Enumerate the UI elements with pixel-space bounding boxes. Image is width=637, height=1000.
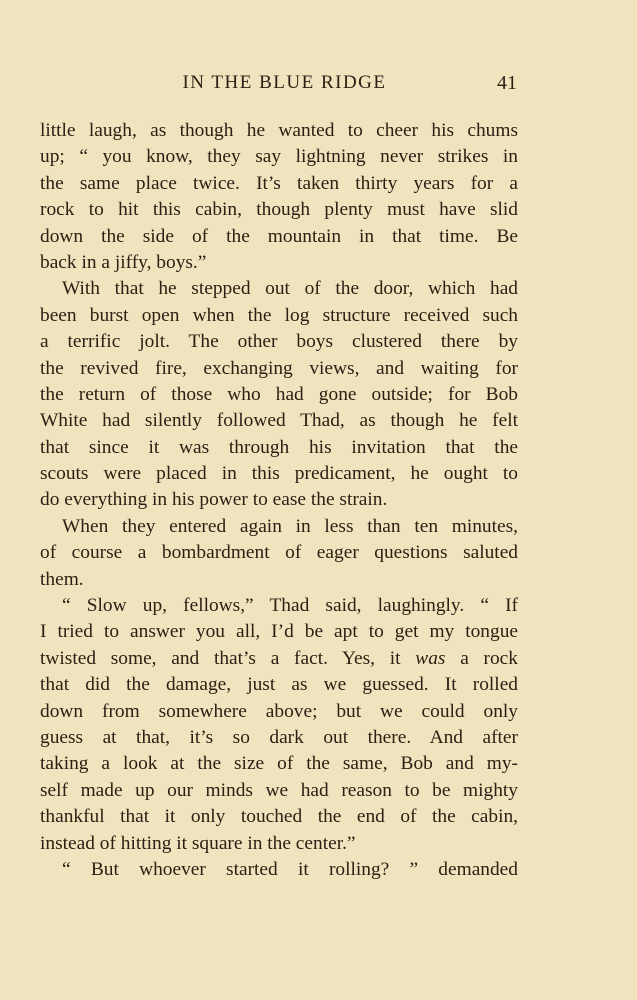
page-number: 41 (497, 72, 517, 94)
text-line: rock to hit this cabin, though plenty must have slid (40, 199, 518, 221)
text-line: White had silently followed Thad, as though he felt (40, 410, 518, 432)
text-line: guess at that, it’s so dark out there. And after (40, 726, 518, 748)
page-body (40, 118, 518, 883)
text-line: back in a jiffy, boys.” (40, 251, 207, 273)
text-line: instead of hitting it square in the center.” (40, 832, 356, 854)
text-line: up; “ you know, they say lightning never strikes in (40, 146, 518, 168)
text-line: that since it was through his invitation that the (40, 436, 518, 458)
text-line: that did the damage, just as we guessed. It rolled (40, 674, 518, 696)
text-line: self made up our minds we had reason to be mighty (40, 779, 518, 801)
text-line: taking a look at the size of the same, Bob and my- (40, 753, 518, 775)
text-line: the same place twice. It’s taken thirty years for a (40, 172, 518, 194)
text-line: the revived fire, exchanging views, and waiting for (40, 357, 518, 379)
text-line: scouts were placed in this predicament, he ought to (40, 463, 518, 485)
italic-word: was (415, 647, 446, 669)
text-line: of course a bombardment of eager questions saluted (40, 542, 518, 564)
text-line: “ But whoever started it rolling? ” demanded (62, 858, 518, 880)
text-line: When they entered again in less than ten minutes, (62, 515, 518, 537)
text-line: little laugh, as though he wanted to cheer his chums (40, 120, 518, 141)
text-segment: twisted some, and that’s a fact. Yes, it (40, 647, 401, 669)
text-line: been burst open when the log structure received such (40, 304, 518, 326)
text-line: I tried to answer you all, I’d be apt to get my tongue (40, 621, 518, 643)
running-head (40, 72, 517, 98)
text-line: the return of those who had gone outside; for Bob (40, 383, 518, 405)
text-line (40, 646, 518, 672)
chapter-title: IN THE BLUE RIDGE (182, 72, 387, 93)
text-line: them. (40, 568, 84, 590)
text-line: down from somewhere above; but we could only (40, 700, 518, 722)
text-line: a terrific jolt. The other boys clustered there by (40, 331, 518, 353)
text-line: “ Slow up, fellows,” Thad said, laughingly. “ If (62, 595, 518, 617)
text-line: With that he stepped out of the door, which had (62, 278, 518, 300)
text-line: down the side of the mountain in that time. Be (40, 225, 518, 247)
text-line: do everything in his power to ease the strain. (40, 489, 388, 511)
text-line: thankful that it only touched the end of the cabin, (40, 806, 518, 828)
text-segment: a rock (460, 647, 518, 669)
